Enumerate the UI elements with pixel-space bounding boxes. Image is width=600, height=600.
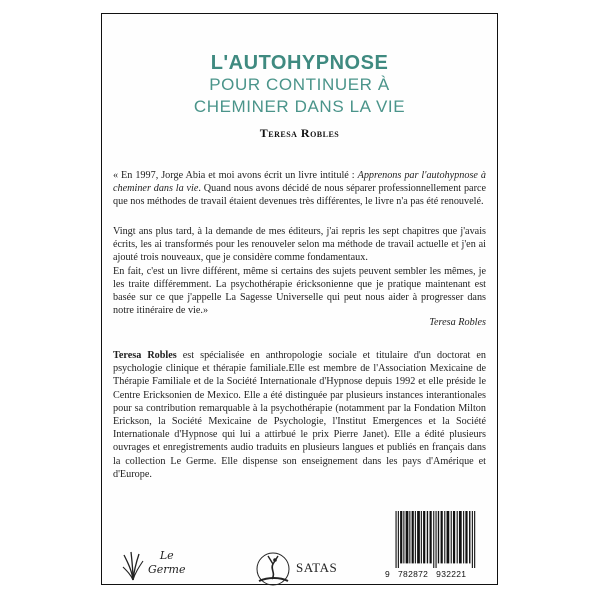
quote-paragraph-3: En fait, c'est un livre différent, même si certains des sujets peuvent sembler les mêmes, je les traite différemment. La psychothérapie éricksonienne que je pratique maintenant est basée sur ce que j'appelle La Sagesse Universelle qui peut nous aider à progresser dans notre itinéraire de vie.» bbox=[113, 265, 486, 317]
quote-signature: Teresa Robles bbox=[429, 317, 486, 328]
quote-paragraphs-2-3 bbox=[113, 225, 486, 317]
quote-paragraph-1 bbox=[113, 169, 486, 209]
le-germe-logo bbox=[122, 549, 202, 585]
barcode-icon bbox=[392, 511, 479, 568]
quoted-book-title: Apprenons par l'autohypnose à cheminer dans la vie bbox=[113, 170, 486, 195]
le-germe-line-1: Le bbox=[159, 549, 174, 562]
quote-paragraph-2: Vingt ans plus tard, à la demande de mes éditeurs, j'ai repris les sept chapitres que j'avais écrits, les ai transformés pour les renouveler selon ma méthode de travail actuelle et j'en ai ajouté trois nouveaux, que je considère comme fondamentaux. bbox=[113, 226, 486, 264]
barcode-digits: 9 782872 932221 bbox=[385, 569, 467, 579]
author-name: Teresa Robles bbox=[259, 126, 340, 140]
book-subtitle-line-2: CHEMINER DANS LA VIE bbox=[193, 97, 406, 116]
satas-label: SATAS bbox=[296, 560, 338, 575]
dancer-circle-icon bbox=[254, 551, 294, 589]
le-germe-line-2: Germe bbox=[148, 563, 186, 576]
le-germe-label bbox=[148, 549, 186, 577]
book-back-cover bbox=[101, 13, 498, 585]
book-subtitle-line-1: POUR CONTINUER À bbox=[209, 75, 390, 94]
satas-logo bbox=[254, 551, 344, 587]
author-bio bbox=[113, 349, 486, 481]
quote-text-end: . Quand nous avons décidé de nous séparer professionnellement parce que nos méthodes de travail étaient devenues très différentes, le livre n'a pas été renouvelé. bbox=[113, 183, 486, 208]
quote-text-start: « En 1997, Jorge Abia et moi avons écrit un livre intitulé : bbox=[113, 170, 358, 181]
bio-author-name: Teresa Robles bbox=[113, 350, 177, 361]
isbn-barcode bbox=[385, 511, 485, 583]
title-block bbox=[102, 52, 497, 141]
book-title: L'AUTOHYPNOSE bbox=[210, 52, 389, 74]
bio-text: est spécialisée en anthropologie sociale et titulaire d'un doctorat en psychologie clinique et thérapie familiale.Elle est membre de l'Association Mexicaine de Thérapie Familiale et de la Société Internationale d'Hypnose depuis 1992 et elle préside le Centre Ericksonien de Mexico. Elle a été distinguée par plusieurs instances interantionales pour sa contribution remarquable à la psychothérapie (notamment par la Fondation Milton Erickson, la Société Mexicaine de Psychologie, l'Institut Emergences et la Société Internationale d'Hypnose qui lui a attirbué le prix Pierre Janet). Elle a édité plusieurs ouvrages et enregistrements audio traduits en plusieurs langues et publiés en français dans la collection Le Germe. Elle dispense son enseignement dans les pays d'Amérique et d'Europe. bbox=[113, 350, 486, 480]
grass-sprout-icon bbox=[122, 551, 144, 581]
